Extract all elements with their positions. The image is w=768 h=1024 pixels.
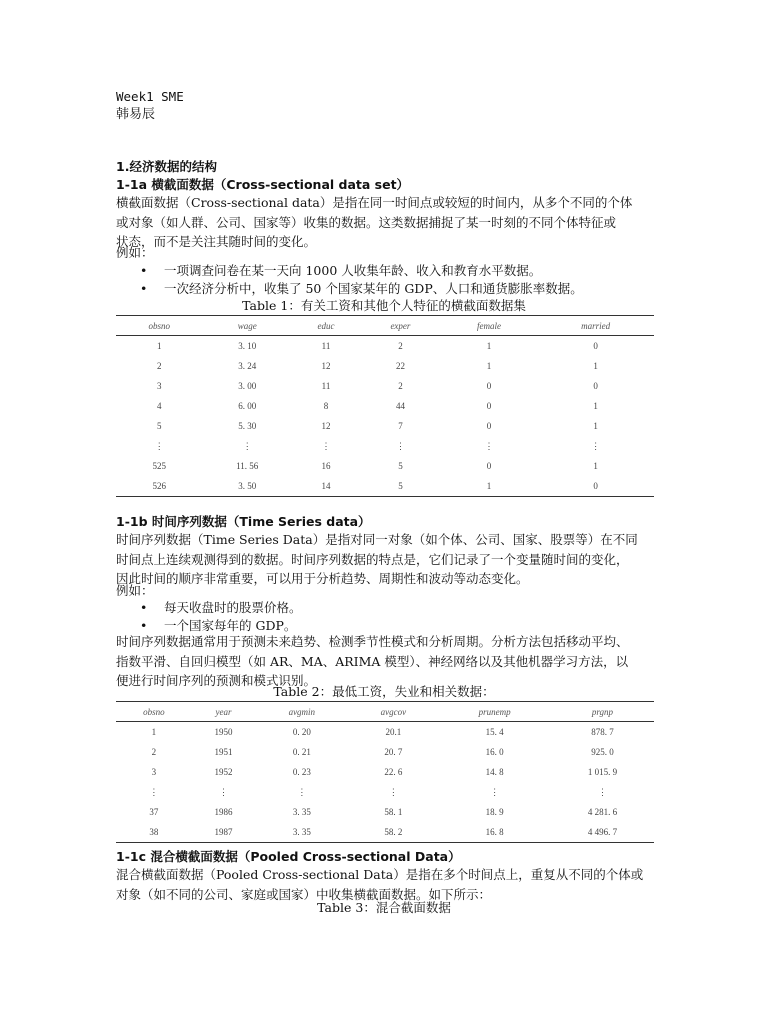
section-1b-heading: 1-1b 时间序列数据（Time Series data） — [116, 514, 371, 529]
table-cell: 3. 50 — [203, 476, 292, 497]
table-cell: 16 — [321, 461, 331, 471]
table-cell: 16. 8 — [438, 822, 551, 843]
table-cell: 3. 10 — [238, 341, 257, 351]
bullet-item — [140, 262, 541, 280]
column-header: prgnp — [551, 702, 654, 722]
table-cell: 6. 00 — [238, 401, 257, 411]
table-cell: 0 — [486, 401, 492, 411]
table-row — [116, 762, 654, 782]
table-cell: 0. 23 — [292, 767, 311, 777]
bullet-item — [140, 280, 583, 298]
table-cell: 14. 8 — [485, 767, 504, 777]
table-cell: ⋮ — [597, 786, 607, 797]
table-cell: 1 — [593, 361, 598, 371]
table-cell: 1950 — [214, 727, 233, 737]
table-cell: ⋮ — [484, 440, 494, 451]
bullet-item — [140, 599, 302, 617]
table-cell: 3. 35 — [292, 807, 311, 817]
para-line: 或对象（如人群、公司、国家等）收集的数据。这类数据捕捉了某一时刻的不同个体特征或 — [116, 214, 617, 230]
table-cell: 4 — [157, 401, 162, 411]
column-header: obsno — [116, 702, 192, 722]
example-label: 例如： — [116, 583, 154, 598]
table-cell: 11 — [321, 341, 331, 351]
column-header: avgmin — [255, 702, 348, 722]
table-cell: 22. 6 — [384, 767, 403, 777]
table-cell: 1 — [593, 421, 598, 431]
bullet-text: 一次经济分析中，收集了 50 个国家某年的 GDP、人口和通货膨胀率数据。 — [164, 281, 583, 296]
table-cell: 1 — [593, 401, 598, 411]
table-cell: 0 — [593, 381, 598, 391]
bullet-icon: • — [140, 618, 148, 633]
table-row — [116, 742, 654, 762]
table-cell: ⋮ — [297, 786, 307, 797]
para-line: 因此时间的顺序非常重要，可以用于分析趋势、周期性和波动等动态变化。 — [116, 571, 529, 586]
table-row — [116, 456, 654, 476]
bullet-icon: • — [140, 600, 148, 615]
table-cell: 58. 1 — [384, 807, 403, 817]
column-header: obsno — [116, 316, 203, 336]
table-cell: 22 — [395, 361, 405, 371]
para-line: 混合横截面数据（Pooled Cross-sectional Data）是指在多个时间点上，重复从不同的个体或 — [116, 867, 644, 882]
table-cell: 37 — [149, 807, 159, 817]
table-row — [116, 356, 654, 376]
table-cell: 5 — [157, 421, 162, 431]
bullet-text: 每天收盘时的股票价格。 — [164, 600, 302, 615]
table-1-caption: Table 1：有关工资和其他个人特征的横截面数据集 — [242, 298, 526, 313]
table-cell: ⋮ — [321, 440, 331, 451]
table-cell: 0 — [486, 381, 492, 391]
table-cell: ⋮ — [149, 786, 159, 797]
table-header-row — [116, 702, 654, 722]
column-header: female — [441, 316, 538, 336]
table-cell: ⋮ — [395, 440, 405, 451]
table-cell: 16. 0 — [485, 747, 504, 757]
table-3-caption: Table 3：混合截面数据 — [317, 900, 451, 915]
table-1 — [116, 315, 654, 497]
table-cell: 11. 56 — [236, 461, 259, 471]
table-cell: 2 — [398, 341, 403, 351]
table-row — [116, 376, 654, 396]
table-2-caption: Table 2：最低工资，失业和相关数据： — [273, 684, 495, 699]
table-cell: 8 — [323, 401, 329, 411]
table-cell: ⋮ — [154, 440, 164, 451]
table-cell: 1 — [157, 341, 162, 351]
para-line: 时间序列数据（Time Series Data）是指对同一对象（如个体、公司、国家、股票等）在不同 — [116, 532, 638, 547]
table-cell: ⋮ — [218, 786, 228, 797]
table-cell: 1 — [441, 476, 538, 497]
table-cell: 20.1 — [385, 727, 402, 737]
table-row — [116, 802, 654, 822]
table-cell: 18. 9 — [485, 807, 504, 817]
table-cell: 0 — [486, 461, 492, 471]
table-cell: 1986 — [214, 807, 233, 817]
table-cell: 15. 4 — [485, 727, 504, 737]
section-1a-paragraph — [116, 193, 654, 252]
table-row — [116, 336, 654, 357]
table-cell: 878. 7 — [591, 727, 614, 737]
table-cell: 20. 7 — [384, 747, 403, 757]
table-cell: ⋮ — [490, 786, 500, 797]
table-cell: 38 — [116, 822, 192, 843]
section-1c-heading: 1-1c 混合横截面数据（Pooled Cross-sectional Data） — [116, 849, 461, 864]
column-header: avgcov — [348, 702, 438, 722]
table-cell: 1 — [151, 727, 157, 737]
column-header: exper — [360, 316, 440, 336]
column-header: prunemp — [438, 702, 551, 722]
table-cell: 0 — [537, 476, 654, 497]
table-cell: ⋮ — [242, 440, 252, 451]
doc-author: 韩易辰 — [116, 107, 156, 122]
table-cell: ⋮ — [388, 786, 398, 797]
table-cell: 3. 24 — [238, 361, 257, 371]
table-cell: 2 — [157, 361, 162, 371]
column-header: educ — [292, 316, 360, 336]
para-line: 时间点上连续观测得到的数据。时间序列数据的特点是，它们记录了一个变量随时间的变化， — [116, 551, 629, 567]
table-cell: 0. 20 — [292, 727, 311, 737]
section-1b-paragraph — [116, 530, 654, 589]
table-cell: 4 496. 7 — [551, 822, 654, 843]
table-cell: 1 — [593, 461, 598, 471]
column-header: year — [192, 702, 255, 722]
table-row — [116, 436, 654, 456]
para-line: 便进行时间序列的预测和模式识别。 — [116, 673, 317, 688]
para-line: 对象（如不同的公司、家庭或国家）中收集横截面数据。如下所示： — [116, 886, 492, 902]
table-cell: 11 — [321, 381, 331, 391]
table-cell: 525 — [152, 461, 167, 471]
para-line: 横截面数据（Cross-sectional data）是指在同一时间点或较短的时间内，从多个不同的个体 — [116, 195, 633, 210]
table-cell: 0. 21 — [292, 747, 311, 757]
column-header: married — [537, 316, 654, 336]
table-row — [116, 722, 654, 743]
table-cell: 1952 — [214, 767, 233, 777]
table-row — [116, 416, 654, 436]
table-2 — [116, 701, 654, 843]
table-cell: 3 — [151, 767, 157, 777]
table-cell: 3. 35 — [255, 822, 348, 843]
table-cell: 2 — [151, 747, 157, 757]
bullet-icon: • — [140, 263, 148, 278]
para-line: 指数平滑、自回归模型（如 AR、MA、ARIMA 模型）、神经网络以及其他机器学习方法，以 — [116, 653, 629, 669]
table-cell: 4 281. 6 — [587, 807, 618, 817]
section-1a-heading: 1-1a 横截面数据（Cross-sectional data set） — [116, 177, 410, 192]
section-1-title: 1.经济数据的结构 — [116, 159, 217, 174]
table-cell: 58. 2 — [348, 822, 438, 843]
table-cell: 5 — [398, 461, 403, 471]
table-cell: 14 — [292, 476, 360, 497]
table-header-row — [116, 316, 654, 336]
table-cell: 0 — [593, 341, 598, 351]
table-cell: 1 — [486, 361, 492, 371]
table-row — [116, 822, 654, 843]
table-cell: 12 — [321, 421, 331, 431]
table-cell: 526 — [116, 476, 203, 497]
table-cell: 7 — [398, 421, 403, 431]
column-header: wage — [203, 316, 292, 336]
table-cell: 3 — [157, 381, 162, 391]
table-cell: 0 — [486, 421, 492, 431]
para-line: 时间序列数据通常用于预测未来趋势、检测季节性模式和分析周期。分析方法包括移动平均、 — [116, 634, 629, 649]
table-cell: 1 015. 9 — [587, 767, 618, 777]
table-row — [116, 476, 654, 497]
bullet-icon: • — [140, 281, 148, 296]
doc-title: Week1 SME — [116, 89, 184, 104]
table-cell: 5. 30 — [238, 421, 257, 431]
bullet-text: 一项调查问卷在某一天向 1000 人收集年龄、收入和教育水平数据。 — [164, 263, 542, 278]
example-label: 例如： — [116, 245, 154, 260]
para-line: 状态，而不是关注其随时间的变化。 — [116, 234, 317, 249]
section-1b-paragraph-2 — [116, 632, 654, 691]
table-cell: 1951 — [214, 747, 233, 757]
table-cell: 1 — [486, 341, 492, 351]
table-cell: 925. 0 — [591, 747, 614, 757]
table-cell: 5 — [360, 476, 440, 497]
table-cell: 44 — [395, 401, 405, 411]
table-cell: 1987 — [192, 822, 255, 843]
table-cell: 2 — [398, 381, 403, 391]
table-cell: ⋮ — [591, 440, 601, 451]
table-cell: 3. 00 — [238, 381, 257, 391]
table-cell: 12 — [321, 361, 331, 371]
bullet-text: 一个国家每年的 GDP。 — [164, 618, 297, 633]
table-row — [116, 396, 654, 416]
table-row — [116, 782, 654, 802]
